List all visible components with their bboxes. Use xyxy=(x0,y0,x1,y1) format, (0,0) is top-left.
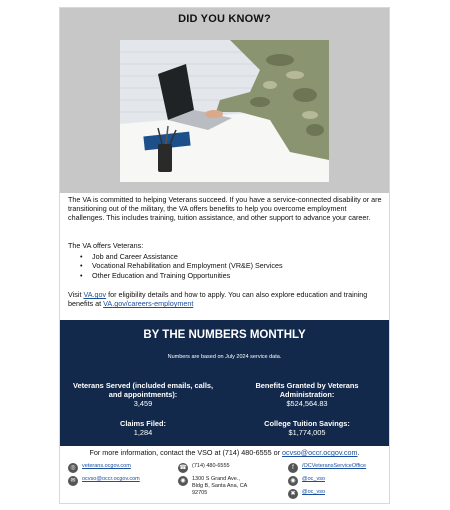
stat-value: $1,774,005 xyxy=(288,428,326,437)
stat-benefits-granted xyxy=(232,381,382,408)
twitter-link[interactable]: @oc_vso xyxy=(302,489,326,495)
stat-label: Benefits Granted by Veterans Administration: xyxy=(255,381,359,399)
stat-claims-filed xyxy=(68,419,218,437)
list-item: • Job and Career Assistance xyxy=(80,252,178,261)
phone-number: (714) 480-6555 xyxy=(192,463,230,469)
hero-photo xyxy=(120,40,329,182)
stat-value: 1,284 xyxy=(133,428,153,437)
stat-label: College Tuition Savings: xyxy=(264,419,350,428)
instagram-contact xyxy=(288,476,325,486)
va-gov-link[interactable]: VA.gov xyxy=(83,290,107,299)
globe-icon: ◎ xyxy=(68,463,78,473)
numbers-title: BY THE NUMBERS MONTHLY xyxy=(143,329,306,341)
stat-label: Veterans Served (included emails, calls, and appointments): xyxy=(72,381,214,399)
bullet-icon: • xyxy=(80,270,83,280)
bullet-icon: • xyxy=(80,261,83,271)
stat-value: 3,459 xyxy=(133,399,153,408)
website-contact xyxy=(68,463,131,473)
stat-label: Claims Filed: xyxy=(120,419,166,428)
phone-icon: ☎ xyxy=(179,465,187,471)
footer-email-link[interactable]: ocvso@occr.ocgov.com xyxy=(82,476,140,482)
instagram-icon: ◉ xyxy=(288,476,298,486)
page-title: DID YOU KNOW? xyxy=(178,13,271,25)
facebook-link[interactable]: /OCVeteransServiceOffice xyxy=(302,463,367,469)
numbers-panel xyxy=(60,320,389,446)
twitter-contact xyxy=(288,489,325,499)
careers-employment-link[interactable]: VA.gov/careers-employment xyxy=(103,299,194,309)
bullet-icon: • xyxy=(80,252,83,261)
facebook-icon: f xyxy=(288,463,298,473)
location-pin-icon: ◉ xyxy=(178,476,188,486)
header-band xyxy=(60,8,389,193)
list-item: • Other Education and Training Opportunities xyxy=(80,270,231,280)
contact-line: For more information, contact the VSO at (714) 480-6555 or ocvso@occr.ocgov.com. xyxy=(89,448,360,457)
address: 1300 S Grand Ave., Bldg B, Santa Ana, CA 92705 xyxy=(192,476,248,496)
facebook-contact xyxy=(288,463,366,473)
numbers-note: Numbers are based on July 2024 service data. xyxy=(167,354,282,360)
website-link[interactable]: veterans.ocgov.com xyxy=(82,463,131,469)
stat-value: $524,564.83 xyxy=(286,399,328,408)
list-item: • Vocational Rehabilitation and Employment (VR&E) Services xyxy=(80,261,283,271)
stat-veterans-served xyxy=(68,381,218,408)
stat-tuition-savings xyxy=(232,419,382,437)
contact-email-link[interactable]: ocvso@occr.ocgov.com xyxy=(282,448,358,457)
phone-contact xyxy=(178,463,230,473)
address-contact xyxy=(178,476,247,497)
flyer-page xyxy=(59,7,390,504)
visit-paragraph: Visit VA.gov for eligibility details and how to apply. You can also explore education and training benefits at VA.gov/careers-employment xyxy=(68,290,368,309)
intro-paragraph: The VA is committed to helping Veterans succeed. If you have a service-connected disability or are transitioning out of the military, the VA offers benefits to help you overcome employment challenges. This includes training, tuition assistance, and other support to advance your career. xyxy=(68,195,382,223)
offers-list xyxy=(68,252,383,280)
email-icon: ✉ xyxy=(68,476,78,486)
twitter-icon: ✖ xyxy=(288,489,298,499)
email-contact xyxy=(68,476,140,486)
instagram-link[interactable]: @oc_vso xyxy=(302,476,326,482)
offers-heading: The VA offers Veterans: xyxy=(68,241,144,250)
